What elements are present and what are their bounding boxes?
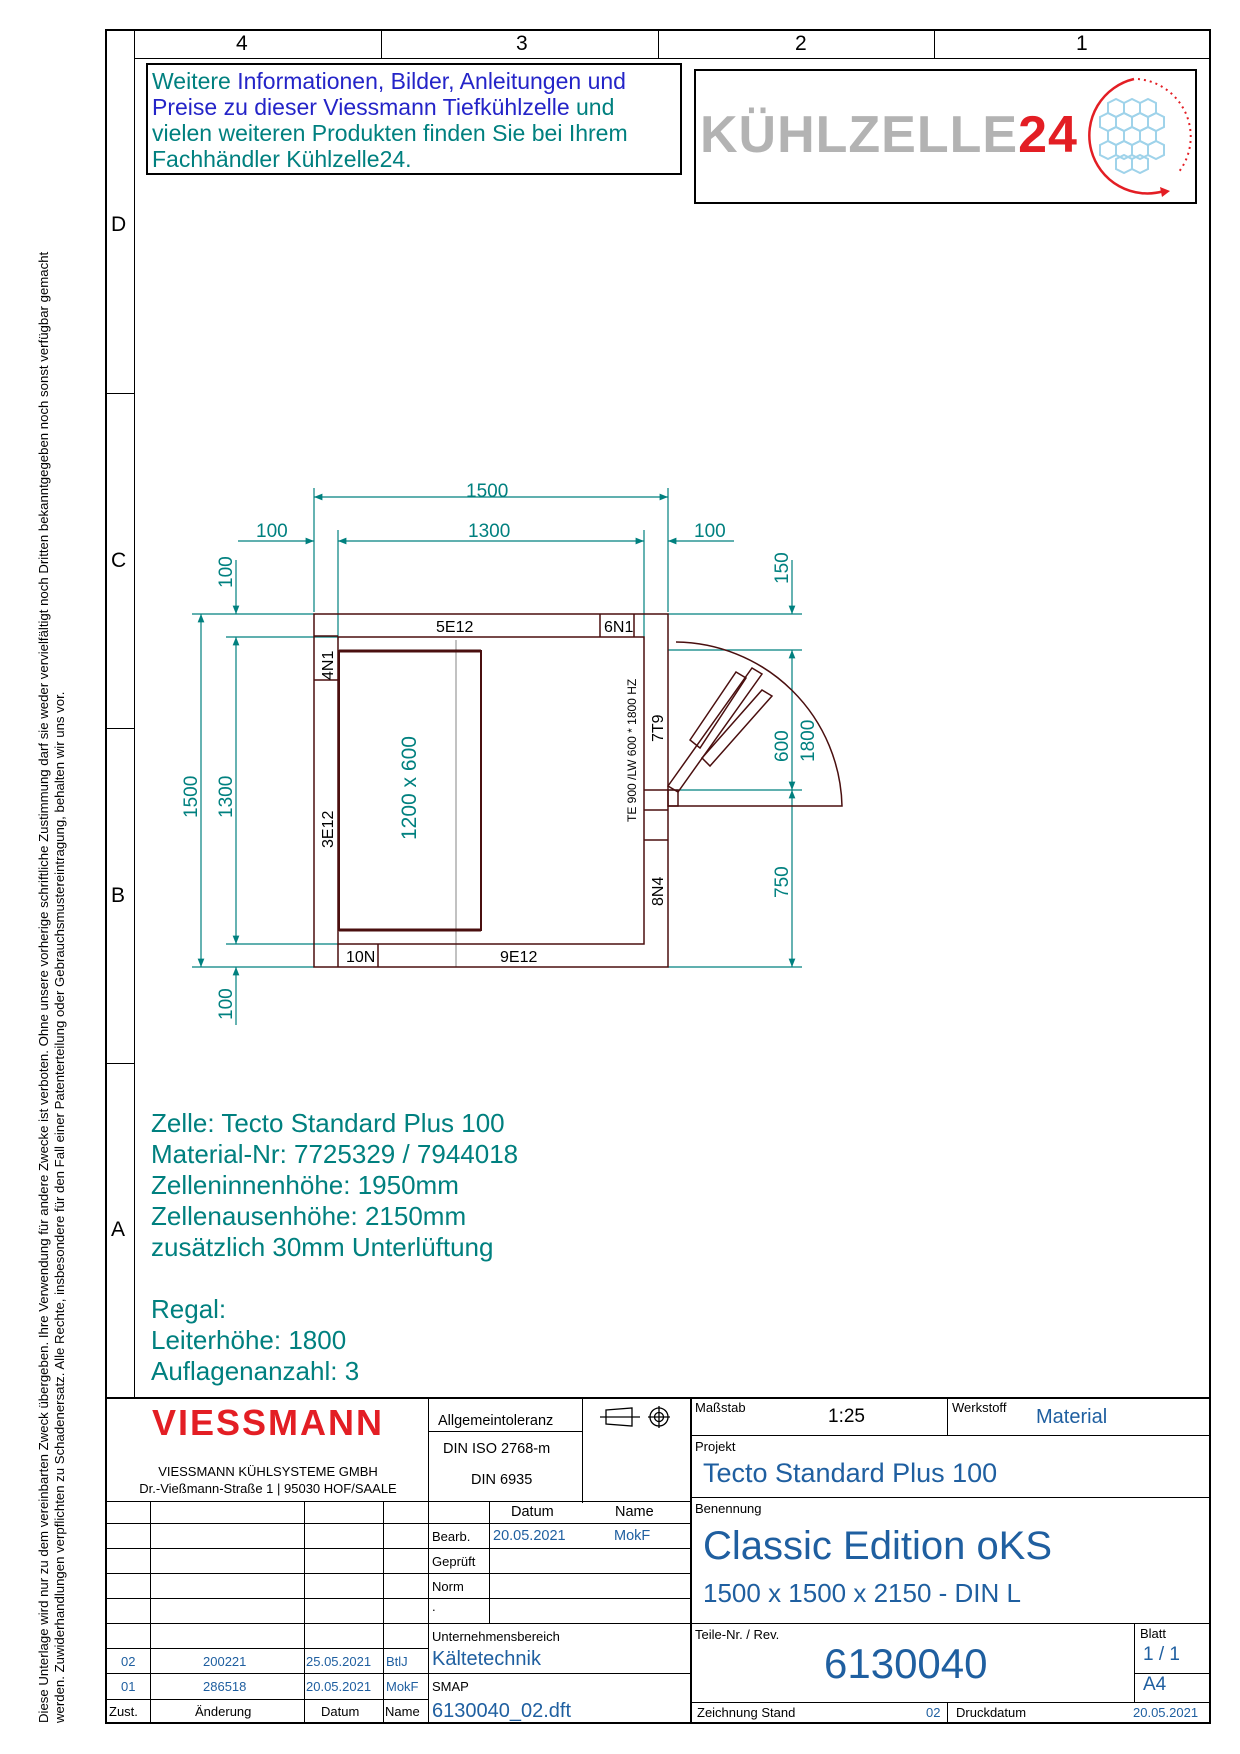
spec-line: Zelle: Tecto Standard Plus 100: [151, 1108, 505, 1138]
spec-line: Zellenausenhöhe: 2150mm: [151, 1201, 467, 1231]
dim-bottom-wall: 100: [216, 988, 237, 1020]
projekt-label: Projekt: [695, 1439, 736, 1454]
rev-header-zust: Zust.: [109, 1704, 138, 1719]
panel-4N1: 4N1: [320, 650, 337, 680]
rev-row-aenderung: 200221: [203, 1654, 247, 1669]
logo-text-red: 24: [1018, 106, 1078, 164]
panel-3E12: 3E12: [320, 810, 337, 848]
teile-label: Teile-Nr. / Rev.: [695, 1627, 780, 1642]
company-address: Dr.-Vießmann-Straße 1 | 95030 HOF/SAALE: [139, 1481, 397, 1496]
spec-line: Material-Nr: 7725329 / 7944018: [151, 1139, 519, 1169]
zeichnung-value: 02: [926, 1705, 941, 1720]
unternehmensbereich-value: Kältetechnik: [432, 1648, 541, 1670]
tolerance-label: Allgemeintoleranz: [438, 1413, 554, 1429]
projekt-value: Tecto Standard Plus 100: [703, 1458, 998, 1488]
name-header: Name: [615, 1504, 654, 1520]
massstab-label: Maßstab: [695, 1400, 746, 1415]
column-label-4: 4: [236, 32, 248, 55]
wall-labels: [320, 619, 667, 966]
zeichnung-label: Zeichnung Stand: [697, 1705, 796, 1720]
cell-walls: [314, 614, 668, 967]
teile-value: 6130040: [824, 1640, 988, 1687]
panel-9E12: 9E12: [500, 949, 538, 966]
benennung-label: Benennung: [695, 1501, 762, 1516]
rev-row-aenderung: 286518: [203, 1679, 247, 1694]
tolerance-std1: DIN ISO 2768-m: [443, 1441, 551, 1457]
dim-inner-width: 1300: [468, 521, 511, 542]
regal-line: Leiterhöhe: 1800: [151, 1325, 347, 1355]
blatt-label: Blatt: [1140, 1626, 1167, 1641]
benennung-value1: Classic Edition oKS: [703, 1524, 1053, 1568]
info-text-3: Preise zu dieser Viessmann Tiefkühlzelle: [152, 94, 570, 120]
rev-row-zust: 02: [121, 1654, 136, 1669]
row-label-C: C: [111, 549, 127, 572]
info-text-2: Informationen, Bilder, Anleitungen und: [237, 68, 626, 94]
info-text-5: vielen weiteren Produkten finden Sie bei Ihrem: [152, 120, 628, 146]
column-label-1: 1: [1076, 32, 1088, 55]
dim-right-wall: 100: [694, 521, 726, 542]
info-text-6: Fachhändler Kühlzelle24.: [152, 146, 412, 172]
row-label-D: D: [111, 213, 127, 236]
panel-7T9: 7T9: [650, 714, 667, 742]
specs-block: [151, 1108, 518, 1387]
viessmann-logo: VIESSMANN: [151, 1402, 385, 1443]
regal-line: Auflagenanzahl: 3: [151, 1356, 360, 1386]
dim-door-height: 1800: [798, 719, 819, 762]
geprueft-label: Geprüft: [432, 1554, 476, 1569]
rev-row-datum: 25.05.2021: [306, 1654, 372, 1669]
panel-10N: 10N: [346, 949, 376, 966]
unit-label: TE 900 /LW 600 * 1800 HZ: [625, 678, 639, 822]
datum-header: Datum: [511, 1504, 554, 1520]
rev-row-datum: 20.05.2021: [306, 1679, 372, 1694]
rev-header-name: Name: [385, 1704, 420, 1719]
massstab-value: 1:25: [828, 1406, 865, 1427]
dim-left-wall: 100: [256, 521, 288, 542]
dim-inner-depth: 1300: [216, 775, 237, 818]
company-name: VIESSMANN KÜHLSYSTEME GMBH: [158, 1464, 378, 1479]
dim-outer-width: 1500: [466, 481, 509, 502]
druckdatum-label: Druckdatum: [956, 1705, 1027, 1720]
row-label-A: A: [111, 1218, 126, 1241]
rev-row-zust: 01: [121, 1679, 136, 1694]
column-label-2: 2: [795, 32, 807, 55]
bearb-name: MokF: [614, 1528, 651, 1544]
dim-door-top: 150: [772, 552, 793, 584]
projection-symbol-icon: [596, 1404, 672, 1430]
werkstoff-value: Material: [1036, 1406, 1108, 1428]
info-text-4: und: [569, 94, 615, 120]
rev-header-datum: Datum: [321, 1704, 360, 1719]
blatt-value: 1 / 1: [1143, 1644, 1180, 1665]
spec-line: zusätzlich 30mm Unterlüftung: [151, 1232, 494, 1262]
dim-outer-depth: 1500: [181, 775, 202, 818]
tolerance-std2: DIN 6935: [471, 1472, 533, 1488]
info-text-1: Weitere: [152, 68, 238, 94]
rev-header-aenderung: Änderung: [195, 1704, 252, 1719]
dot-label: .: [432, 1599, 436, 1614]
benennung-value2: 1500 x 1500 x 2150 - DIN L: [703, 1578, 1021, 1608]
regal-line: Regal:: [151, 1294, 227, 1324]
bearb-label: Bearb.: [432, 1529, 471, 1544]
bearb-datum: 20.05.2021: [493, 1528, 566, 1544]
norm-label: Norm: [432, 1579, 464, 1594]
format-value: A4: [1143, 1674, 1167, 1695]
spec-line: Zelleninnenhöhe: 1950mm: [151, 1170, 459, 1200]
dim-shelf: 1200 x 600: [398, 736, 421, 840]
dim-top-wall: 100: [216, 556, 237, 588]
panel-6N1: 6N1: [604, 619, 634, 636]
column-label-3: 3: [516, 32, 528, 55]
rev-row-name: MokF: [386, 1679, 419, 1694]
werkstoff-label: Werkstoff: [952, 1400, 1007, 1415]
smap-value: 6130040_02.dft: [432, 1700, 572, 1722]
logo-text-grey: KÜHLZELLE: [700, 106, 1019, 164]
rev-row-name: BtlJ: [386, 1654, 408, 1669]
row-label-B: B: [111, 884, 126, 907]
side-note-line1: Diese Unterlage wird nur zu dem vereinbarten Zweck übergeben. Ihre Verwendung für andere Zwecke ist verboten. Ohne unsere vorherige schriftliche Zustimmung darf sie weder vervielfältigt noch Dritten bekanntgegeben noch sonst verfügbar gemacht: [36, 251, 51, 1723]
druckdatum-value: 20.05.2021: [1133, 1705, 1199, 1720]
panel-5E12: 5E12: [436, 619, 474, 636]
panel-8N4: 8N4: [650, 876, 667, 906]
dim-door-width: 600: [772, 730, 793, 762]
smap-label: SMAP: [432, 1679, 469, 1694]
side-note-line2: werden. Zuwiderhandlungen verpflichten zu Schadenersatz. Alle Rechte, insbesondere für den Fall einer Patenterteilung oder Gebrauchsmustereintragung, behalten wir uns vor.: [52, 691, 67, 1723]
unternehmensbereich-label: Unternehmensbereich: [432, 1629, 560, 1644]
dim-door-bottom: 750: [772, 866, 793, 898]
